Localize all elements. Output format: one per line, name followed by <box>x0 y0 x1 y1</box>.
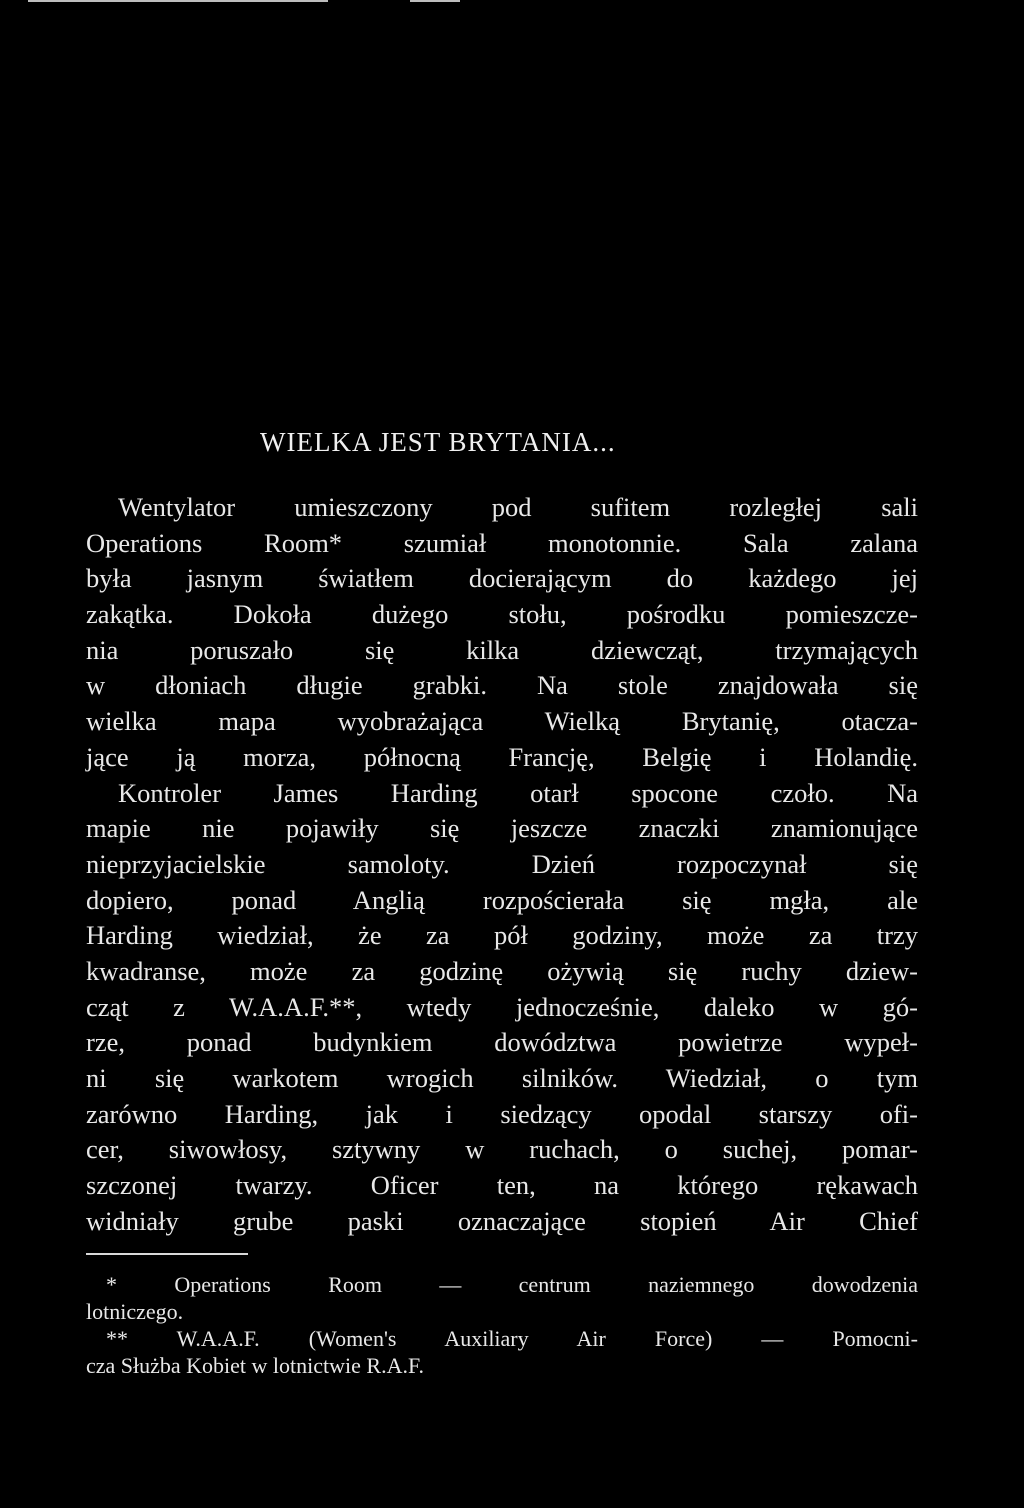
text-line: cer, siwowłosy, sztywny w ruchach, o suchej, pomar- <box>86 1134 918 1165</box>
text-line: Operations Room* szumiał monotonnie. Sala zalana <box>86 527 918 558</box>
text-line: widniały grube paski oznaczające stopień Air Chief <box>86 1205 918 1236</box>
scan-edge-mark <box>28 0 328 2</box>
chapter-title: WIELKA JEST BRYTANIA... <box>260 427 616 457</box>
text-line: rze, ponad budynkiem dowództwa powietrze wypeł- <box>86 1027 918 1058</box>
text-line: szczonej twarzy. Oficer ten, na którego rękawach <box>86 1170 918 1201</box>
text-line: Wentylator umieszczony pod sufitem rozległej sali <box>118 492 918 522</box>
text-line: kwadranse, może za godzinę ożywią się ruchy dziew- <box>86 955 918 986</box>
footnote-line: * Operations Room — centrum naziemnego dowodzenia <box>106 1272 918 1298</box>
text-line: nieprzyjacielskie samoloty. Dzień rozpoczynał się <box>86 848 918 879</box>
footnotes <box>86 1271 918 1379</box>
scan-edge-mark <box>410 0 460 2</box>
text-line: ni się warkotem wrogich silników. Wiedział, o tym <box>86 1063 918 1093</box>
text-line: mapie nie pojawiły się jeszcze znaczki znamionujące <box>86 813 918 844</box>
footnote-line: ** W.A.A.F. (Women's Auxiliary Air Force) — Pomocni- <box>106 1326 918 1352</box>
footnote-line: lotniczego. <box>86 1299 184 1325</box>
text-line: dopiero, ponad Anglią rozpościerała się mgła, ale <box>86 884 918 915</box>
footnote-line: cza Służba Kobiet w lotnictwie R.A.F. <box>86 1353 424 1379</box>
text-line: była jasnym światłem docierającym do każdego jej <box>86 563 918 594</box>
book-page <box>86 420 918 1379</box>
text-line: zarówno Harding, jak i siedzący opodal starszy ofi- <box>86 1098 918 1129</box>
text-line: nia poruszało się kilka dziewcząt, trzymających <box>86 634 918 665</box>
text-line: wielka mapa wyobrażająca Wielką Brytanię, otacza- <box>86 706 918 737</box>
footnote-separator <box>86 1253 248 1255</box>
text-line: zakątka. Dokoła dużego stołu, pośrodku pomieszcze- <box>86 599 918 630</box>
text-line: w dłoniach długie grabki. Na stole znajdowała się <box>86 670 918 701</box>
text-line: jące ją morza, północną Francję, Belgię i Holandię. <box>86 741 918 772</box>
text-line: Kontroler James Harding otarł spocone czoło. Na <box>118 777 918 808</box>
body-text <box>86 490 918 1239</box>
text-line: cząt z W.A.A.F.**, wtedy jednocześnie, daleko w gó- <box>86 991 918 1022</box>
text-line: Harding wiedział, że za pół godziny, może za trzy <box>86 920 918 951</box>
